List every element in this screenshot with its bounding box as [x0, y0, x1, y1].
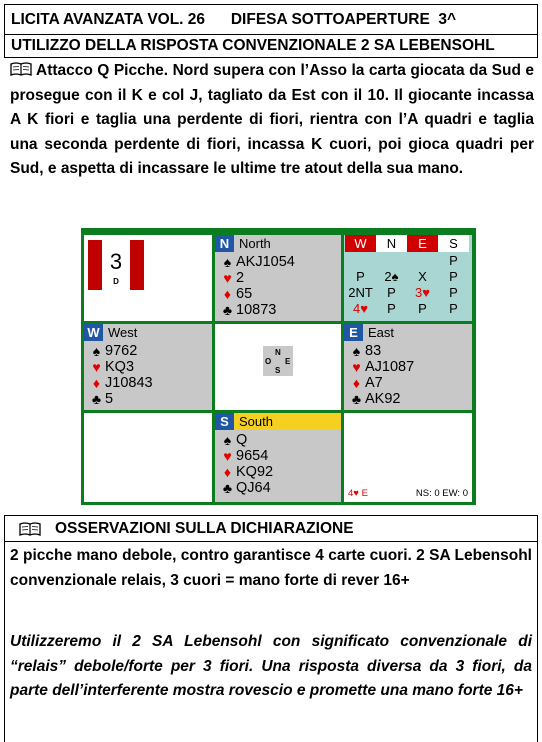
spade-icon: ♠: [352, 343, 361, 359]
west-hearts: KQ3: [105, 359, 135, 375]
book-icon: [10, 62, 32, 76]
north-hearts: 2: [236, 270, 245, 286]
observations-paragraph-1: 2 picche mano debole, contro garantisce 4 carte cuori. 2 SA Lebensohl convenzionale relais, 3 cuori = mano forte di rever 16+: [10, 547, 532, 589]
auction-bid: [407, 252, 438, 268]
north-seat-label: N: [215, 235, 234, 252]
score-label: NS: 0 EW: 0: [415, 488, 468, 499]
west-seat-label: W: [84, 324, 103, 341]
observations-title: OSSERVAZIONI SULLA DICHIARAZIONE: [55, 519, 354, 537]
west-clubs: 5: [105, 391, 114, 407]
compass-icon: N O E S: [263, 346, 293, 376]
heart-icon: ♥: [352, 359, 361, 375]
auction-bid: [345, 252, 376, 268]
auction-bid: P: [387, 300, 396, 316]
north-name: North: [239, 236, 271, 251]
west-name: West: [108, 325, 138, 340]
east-spades: 83: [365, 343, 382, 359]
north-clubs: 10873: [236, 302, 277, 318]
intro-text: Attacco Q Picche. Nord supera con l’Asso la carta giocata da Sud e prosegue con il K e col J, tagliato da Est con il 10. Il giocante incassa A K fiori e taglia una perdente di fiori, rientra con l’A quadri e taglia una seconda perdente di fiori, incassa K cuori, poi gioca quadri per Sud, e aspetta di incassare le ultime tre atout della sua mano.: [10, 62, 534, 178]
auction-bid: P: [449, 268, 458, 284]
observations-paragraph-2: Utilizzeremo il 2 SA Lebensohl con significato convenzionale di “relais” debole/forte per 3 fiori. Una risposta diversa da 3 fiori, da parte dell’interferente mostra rovescio e promette una mano forte 16+: [10, 633, 532, 700]
south-name: South: [239, 414, 273, 429]
contract-label: 4♥ E: [348, 488, 368, 499]
diamond-icon: ♦: [92, 375, 101, 391]
west-diamonds: J10843: [105, 375, 153, 391]
auction-bid: 2 ♠: [384, 268, 399, 284]
auction-bid: P: [449, 284, 458, 300]
west-hand: [84, 324, 212, 410]
club-icon: ♣: [222, 302, 233, 318]
auction-box: [344, 235, 472, 321]
north-spades: AKJ1054: [236, 254, 295, 270]
intro-paragraph: [10, 59, 534, 182]
auction-bid: X: [418, 268, 427, 284]
east-diamonds: A7: [365, 375, 383, 391]
diamond-icon: ♦: [223, 464, 232, 480]
south-spades: Q: [236, 432, 248, 448]
heart-icon: ♥: [223, 448, 232, 464]
club-icon: ♣: [222, 480, 233, 496]
heart-icon: ♥: [223, 270, 232, 286]
east-hearts: AJ1087: [365, 359, 415, 375]
south-hearts: 9654: [236, 448, 269, 464]
page-subtitle: UTILIZZO DELLA RISPOSTA CONVENZIONALE 2 SA LEBENSOHL: [4, 34, 538, 58]
spade-icon: ♠: [223, 254, 232, 270]
auction-bid: P: [418, 300, 427, 316]
heart-icon: ♥: [92, 359, 101, 375]
auction-bid: P: [449, 252, 458, 268]
auction-header-n: N: [376, 235, 407, 252]
spade-icon: ♠: [223, 432, 232, 448]
auction-bid: P: [387, 284, 396, 300]
north-hand: [215, 235, 341, 321]
east-seat-label: E: [344, 324, 363, 341]
page-header: LICITA AVANZATA VOL. 26 DIFESA SOTTOAPERTURE 3^: [4, 4, 538, 34]
auction-bid: P: [356, 268, 365, 284]
observations-header: [4, 515, 538, 541]
auction-bid: P: [449, 300, 458, 316]
auction-bid: 4♥: [353, 300, 368, 316]
board-number: 3: [109, 249, 123, 274]
board-number-card: [88, 240, 144, 290]
west-spades: 9762: [105, 343, 138, 359]
east-clubs: AK92: [365, 391, 401, 407]
spade-icon: ♠: [92, 343, 101, 359]
club-icon: ♣: [351, 391, 362, 407]
diamond-icon: ♦: [352, 375, 361, 391]
south-seat-label: S: [215, 413, 234, 430]
north-diamonds: 65: [236, 286, 253, 302]
auction-bid: [376, 252, 407, 268]
contract-status: [344, 486, 472, 501]
auction-bid: 3♥: [415, 284, 430, 300]
south-diamonds: KQ92: [236, 464, 274, 480]
east-name: East: [368, 325, 395, 340]
auction-bid: 2NT: [348, 284, 373, 300]
auction-header-s: S: [438, 235, 469, 252]
club-icon: ♣: [91, 391, 102, 407]
diamond-icon: ♦: [223, 286, 232, 302]
east-hand: [344, 324, 472, 410]
auction-header-e: E: [407, 235, 438, 252]
south-hand: [215, 413, 341, 502]
dealer-mark: D: [113, 277, 119, 286]
auction-header-w: W: [345, 235, 376, 252]
empty-cell: [84, 413, 212, 502]
book-icon: [19, 522, 41, 536]
south-clubs: QJ64: [236, 480, 271, 496]
